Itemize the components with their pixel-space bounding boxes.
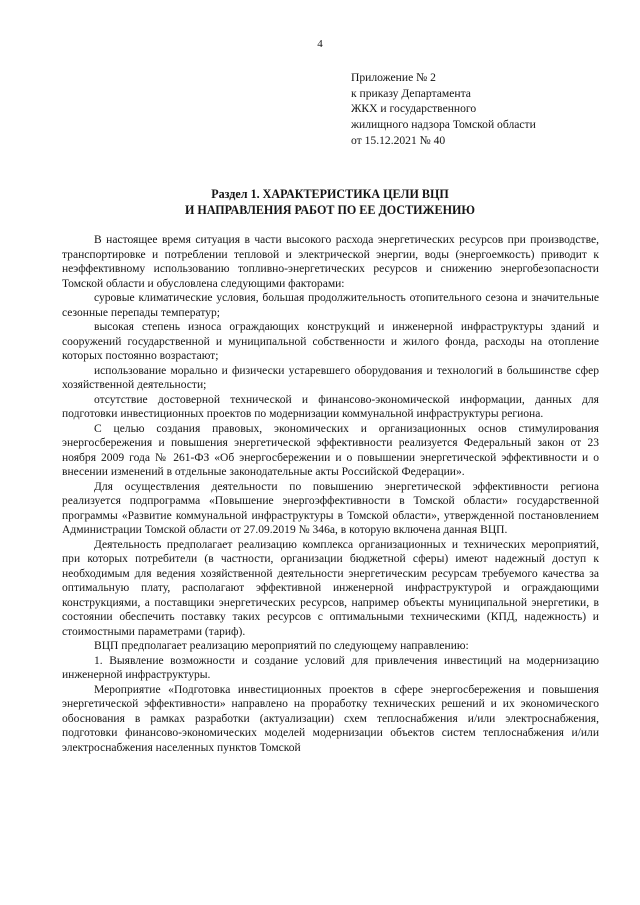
paragraph: 1. Выявление возможности и создание условий для привлечения инвестиций на модернизацию инженерной инфраструктуры. <box>62 654 599 681</box>
paragraph: ВЦП предполагает реализацию мероприятий по следующему направлению: <box>94 640 469 652</box>
section-heading <box>60 186 600 218</box>
page-number: 4 <box>317 38 323 50</box>
paragraph: Для осуществления деятельности по повышению энергетической эффективности региона реализуется подпрограмма «Повышение энергоэффективности в Томской области» государственной программы «Развитие коммунальной инфраструктуры в Томской области», утвержденной постановлением Администрации Томской области от 27.09.2019 № 346а, в которую включена данная ВЦП. <box>62 480 599 536</box>
paragraph: использование морально и физически устаревшего оборудования и технологий в большинстве сфер хозяйственной деятельности; <box>62 364 599 391</box>
paragraph: С целью создания правовых, экономических и организационных основ стимулирования энергосбережения и повышения энергетической эффективности реализуется Федеральный закон от 23 ноября 2009 года № 261-ФЗ «Об энергосбережении и о повышении энергетической эффективности и о внесении изменений в отдельные законодательные акты Российской Федерации». <box>62 422 599 478</box>
paragraph: суровые климатические условия, большая продолжительность отопительного сезона и значительные сезонные перепады температур; <box>62 292 599 319</box>
paragraph: отсутствие достоверной технической и финансово-экономической информации, данных для подготовки инвестиционных проектов по модернизации коммунальной инфраструктуры региона. <box>62 393 599 420</box>
appendix-line: жилищного надзора Томской области <box>351 118 536 132</box>
section-heading-line: И НАПРАВЛЕНИЯ РАБОТ ПО ЕЕ ДОСТИЖЕНИЮ <box>184 203 476 217</box>
paragraph: Деятельность предполагает реализацию комплекса организационных и технических мероприятий, при которых потребители (в частности, организации бюджетной сферы) имеют надежный доступ к необходимым для ведения хозяйственной деятельности энергетическим ресурсам требуемого качества за оптимальную плату, располагают эффективной инженерной инфраструктурой и ограждающими конструкциями, а поставщики энергетических ресурсов, например объекты муниципальной энергетики, в состоянии обеспечить поставку таких ресурсов с оптимальными техническими (КПД, надежность) и стоимостными параметрами (тариф). <box>62 538 599 638</box>
appendix-line: Приложение № 2 <box>351 71 436 84</box>
appendix-line: ЖКХ и государственного <box>351 102 477 116</box>
appendix-block <box>351 70 536 149</box>
paragraph: В настоящее время ситуация в части высокого расхода энергетических ресурсов при производстве, транспортировке и потреблении тепловой и электрической энергии, воды (энергоемкость) приводит к неэффективному использованию топливно-энергетических ресурсов и снижению энергобезопасности Томской области и обусловлена следующими факторами: <box>62 234 599 290</box>
appendix-line: к приказу Департамента <box>351 86 471 100</box>
section-heading-line: Раздел 1. ХАРАКТЕРИСТИКА ЦЕЛИ ВЦП <box>211 187 449 201</box>
appendix-line: от 15.12.2021 № 40 <box>351 133 446 147</box>
paragraph: высокая степень износа ограждающих конструкций и инженерной инфраструктуры зданий и сооружений государственной и муниципальной собственности и жилого фонда, расходы на отопление которых постоянно возрастают; <box>62 321 599 362</box>
body-text <box>62 233 599 755</box>
paragraph: Мероприятие «Подготовка инвестиционных проектов в сфере энергосбережения и повышения энергетической эффективности» направлено на проработку технических решений и их экономического обоснования в рамках разработки (актуализации) схем теплоснабжения и/или электроснабжения, подготовки финансово-экономических моделей модернизации объектов систем теплоснабжения и/или электроснабжения населенных пунктов Томской <box>62 683 599 754</box>
